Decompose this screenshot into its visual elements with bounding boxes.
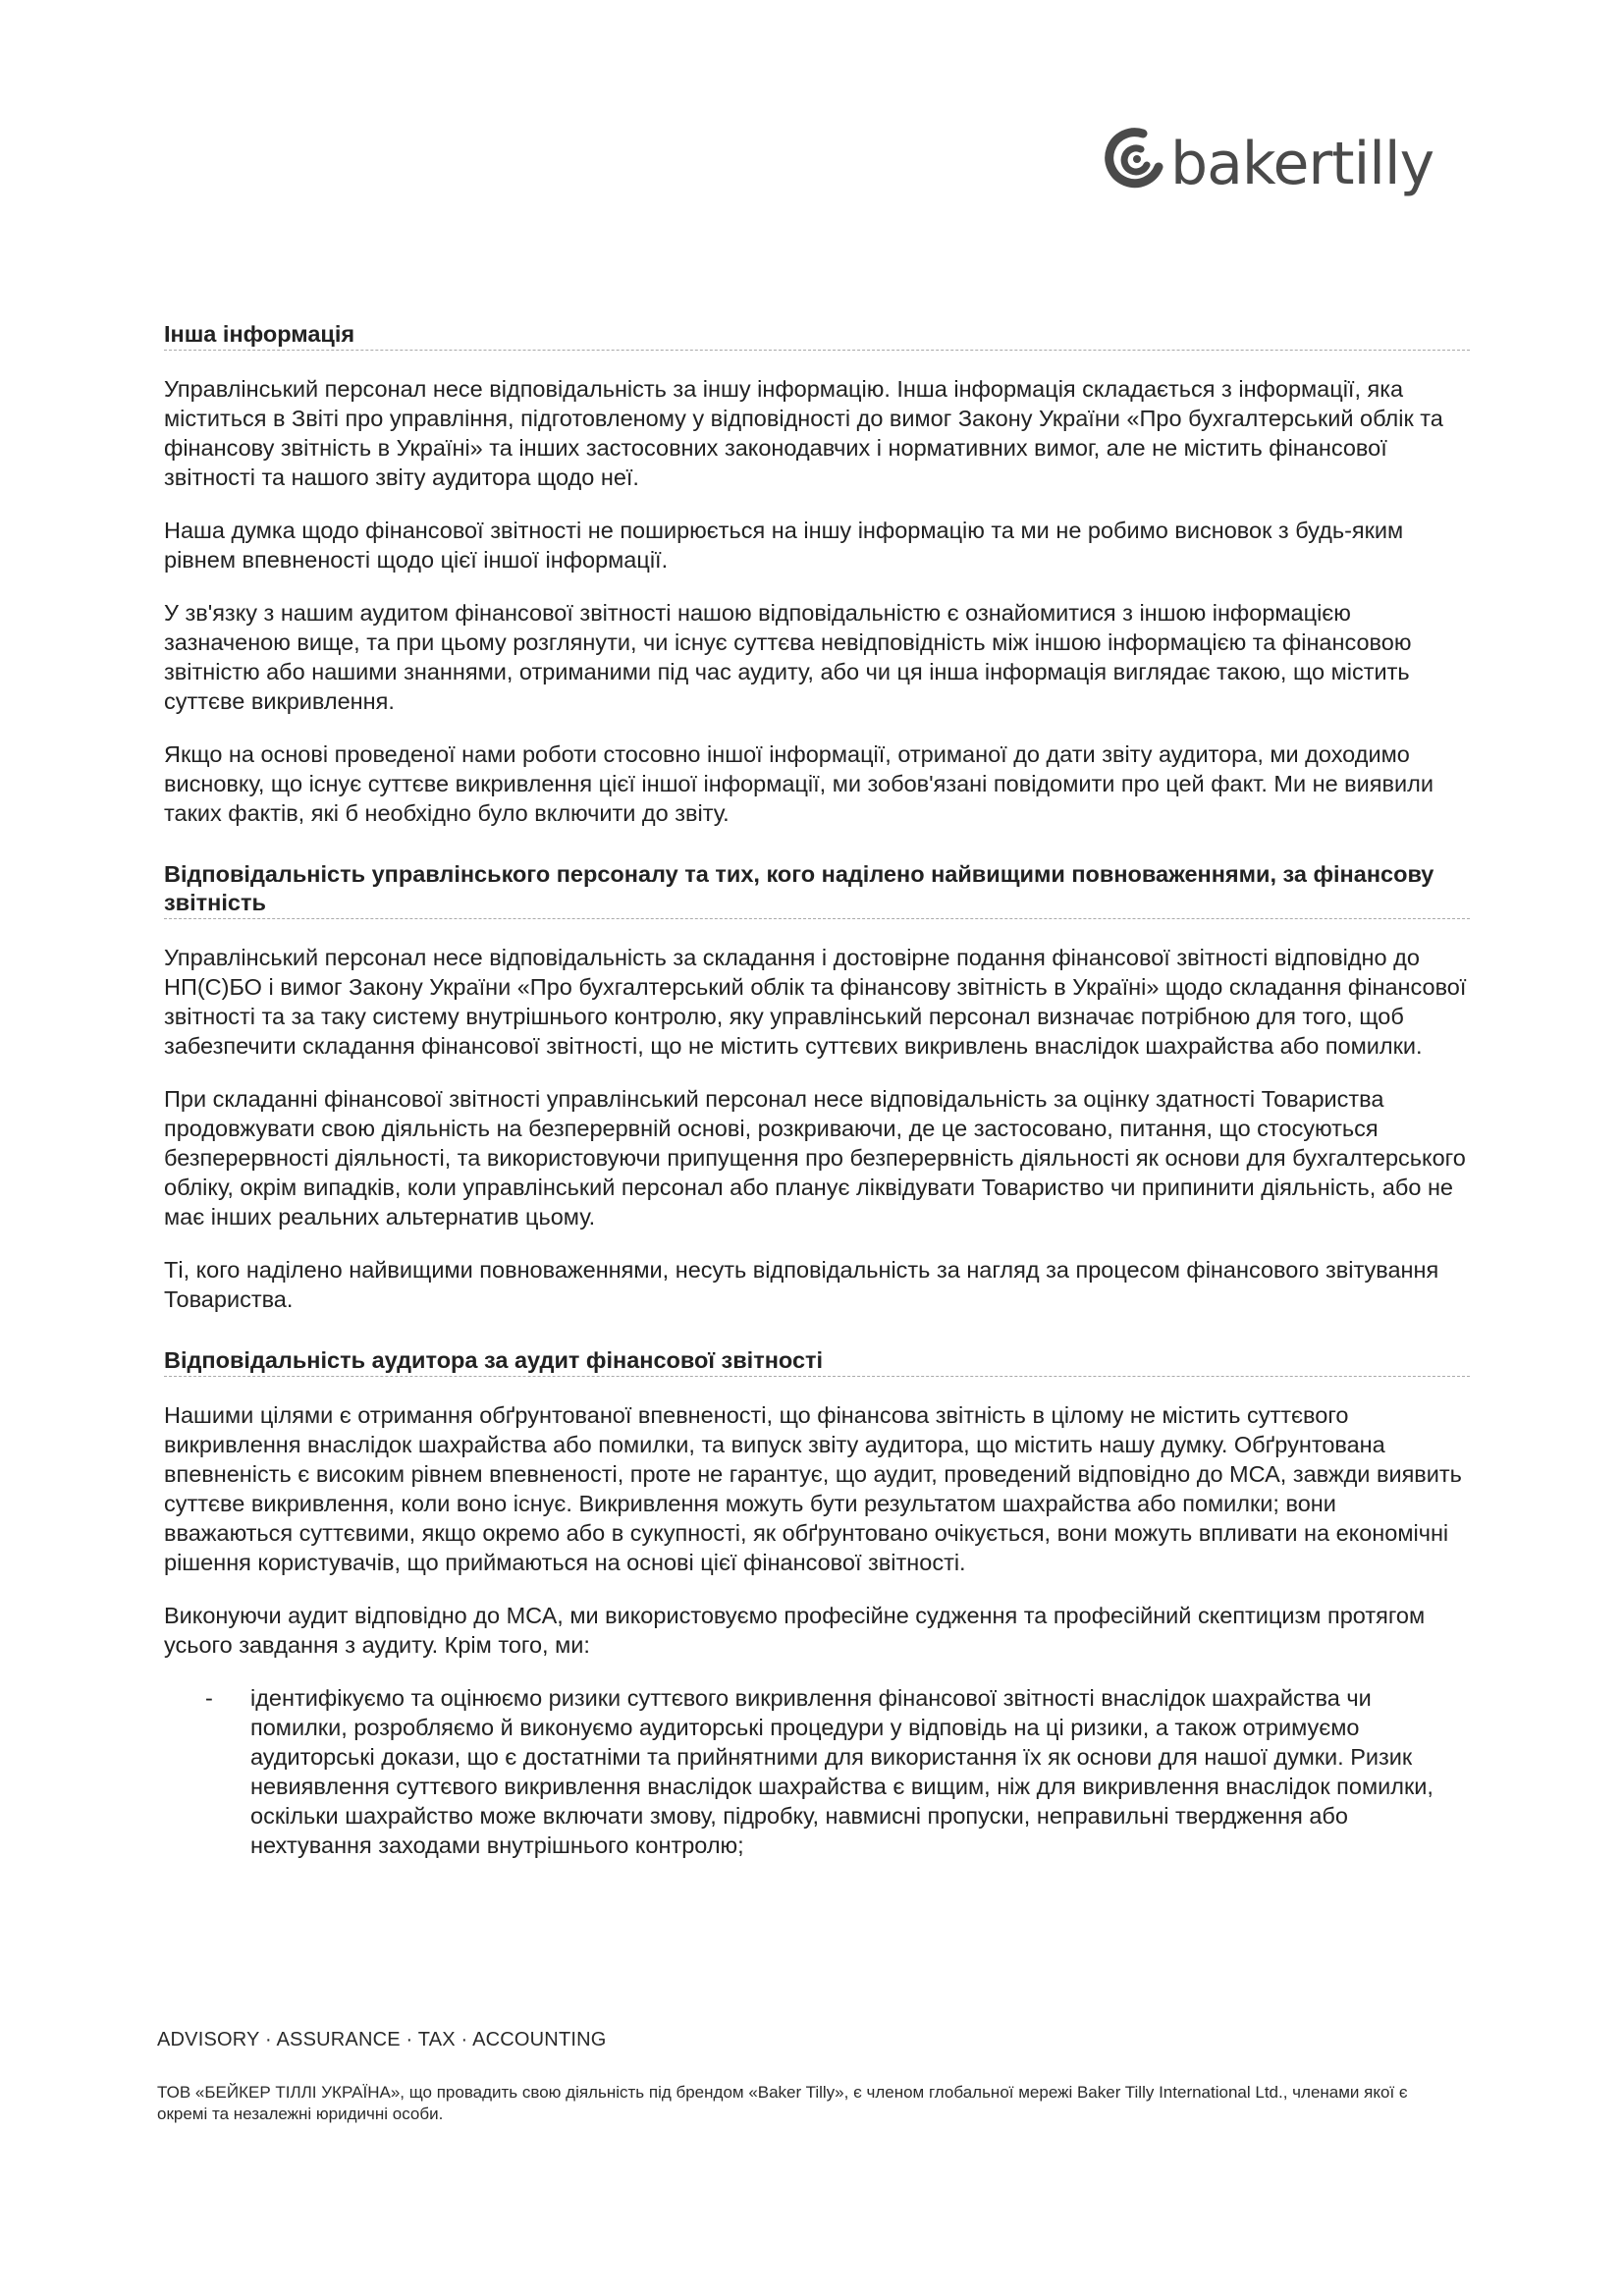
logo-wordmark: bakertilly [1170,130,1434,198]
paragraph: Наша думка щодо фінансової звітності не поширюється на іншу інформацію та ми не робимо висновок з будь-яким рівнем впевненості щодо цієї іншої інформації. [164,518,1404,573]
section-auditor-responsibility [164,1346,1470,1860]
section-other-information [164,320,1470,828]
paragraph: Ті, кого наділено найвищими повноваженнями, несуть відповідальність за нагляд за процесом фінансового звітування Товариства. [164,1257,1439,1312]
paragraph: Нашими цілями є отримання обґрунтованої впевненості, що фінансова звітність в цілому не містить суттєвого викривлення внаслідок шахрайства або помилки, та випуск звіту аудитора, що містить нашу думку. Обґрунтована впевненість є високим рівнем впевненості, проте не гарантує, що аудит, проведений відповідно до МСА, завжди виявить суттєве викривлення, коли воно існує. Викривлення можуть бути результатом шахрайства або помилки; вони вважаються суттєвими, якщо окремо або в сукупності, як обґрунтовано очікується, вони можуть впливати на економічні рішення користувачів, що приймаються на основі цієї фінансової звітності. [164,1402,1462,1575]
paragraph: Управлінський персонал несе відповідальність за іншу інформацію. Інша інформація складається з інформації, яка міститься в Звіті про управління, підготовленому у відповідності до вимог Закону України «Про бухгалтерський облік та фінансову звітність в Україні» та інших застосовних законодавчих і нормативних вимог, але не містить фінансової звітності та нашого звіту аудитора щодо неї. [164,376,1443,490]
document-body [164,320,1470,1884]
bakertilly-logo-icon [1098,124,1168,194]
footer-legal-notice: ТОВ «БЕЙКЕР ТІЛЛІ УКРАЇНА», що провадить свою діяльність під брендом «Baker Tilly», є членом глобальної мережі Baker Tilly International Ltd., членами якої є окремі та незалежні юридичні особи. [157,2083,1408,2123]
paragraph: При складанні фінансової звітності управлінський персонал несе відповідальність за оцінку здатності Товариства продовжувати свою діяльність на безперервній основі, розкриваючи, де це застосовано, питання, що стосуються безперервності діяльності, та використовуючи припущення про безперервність діяльності як основи для бухгалтерського обліку, окрім випадків, коли управлінський персонал або планує ліквідувати Товариство чи припинити діяльність, або не має інших реальних альтернатив цьому. [164,1086,1466,1230]
company-logo [1098,130,1434,198]
bullet-marker: - [205,1685,213,1711]
section-management-responsibility [164,860,1470,1314]
paragraph: Управлінський персонал несе відповідальність за складання і достовірне подання фінансової звітності відповідно до НП(С)БО і вимог Закону України «Про бухгалтерський облік та фінансову звітність в Україні» щодо складання фінансової звітності та за таку систему внутрішнього контролю, яку управлінський персонал визначає потрібною для того, щоб забезпечити складання фінансової звітності, що не містить суттєвих викривлень внаслідок шахрайства або помилки. [164,945,1467,1059]
section-heading: Інша інформація [164,320,1470,351]
section-heading: Відповідальність управлінського персоналу та тих, кого наділено найвищими повноваженнями, за фінансову звітність [164,860,1470,919]
paragraph: Якщо на основі проведеної нами роботи стосовно іншої інформації, отриманої до дати звіту аудитора, ми доходимо висновку, що існує суттєве викривлення цієї іншої інформації, ми зобов'язані повідомити про цей факт. Ми не виявили таких фактів, які б необхідно було включити до звіту. [164,741,1434,826]
footer-services-tagline: ADVISORY · ASSURANCE · TAX · ACCOUNTING [157,2029,607,2050]
bullet-item [164,1683,1470,1860]
paragraph: Виконуючи аудит відповідно до МСА, ми використовуємо професійне судження та професійний скептицизм протягом усього завдання з аудиту. Крім того, ми: [164,1603,1426,1658]
section-heading: Відповідальність аудитора за аудит фінансової звітності [164,1346,1470,1377]
paragraph: У зв'язку з нашим аудитом фінансової звітності нашою відповідальністю є ознайомитися з іншою інформацією зазначеною вище, та при цьому розглянути, чи існує суттєва невідповідність між іншою інформацією та фінансовою звітністю або нашими знаннями, отриманими під час аудиту, або чи ця інша інформація виглядає такою, що містить суттєве викривлення. [164,600,1412,714]
bullet-text: ідентифікуємо та оцінюємо ризики суттєвого викривлення фінансової звітності внаслідок шахрайства чи помилки, розробляємо й виконуємо аудиторські процедури у відповідь на ці ризики, а також отримуємо аудиторські докази, що є достатніми та прийнятними для використання їх як основи для нашої думки. Ризик невиявлення суттєвого викривлення внаслідок шахрайства є вищим, ніж для викривлення внаслідок помилки, оскільки шахрайство може включати змову, підробку, навмисні пропуски, неправильні твердження або нехтування заходами внутрішнього контролю; [250,1685,1434,1858]
